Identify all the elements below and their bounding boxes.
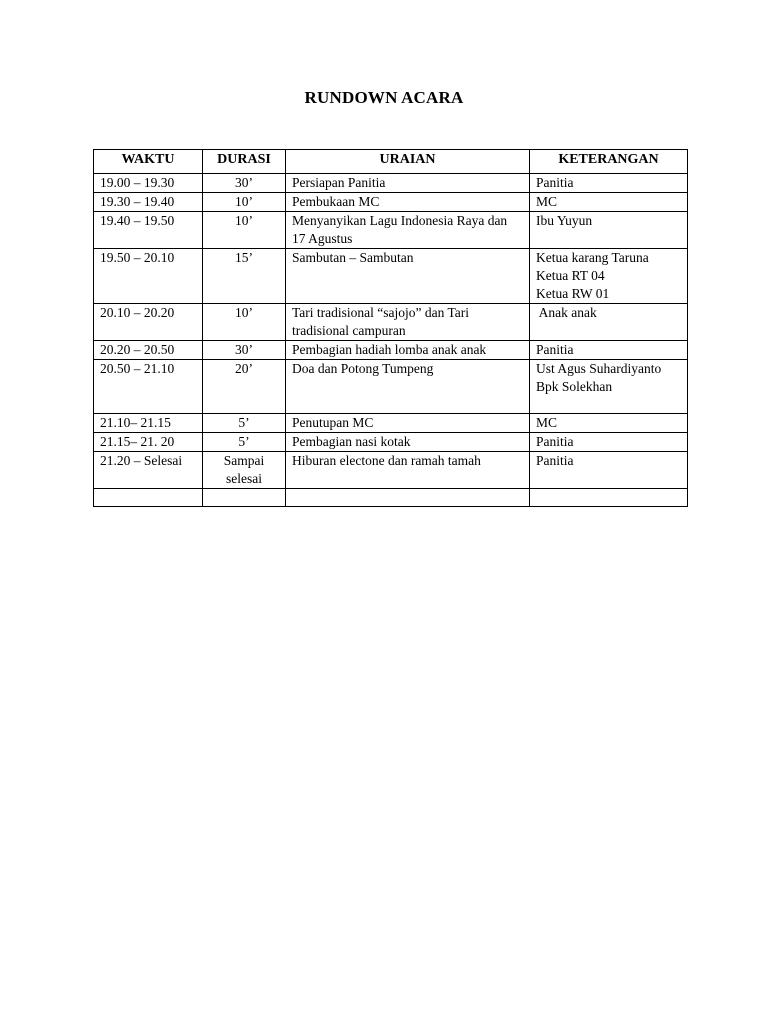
uraian-text: Menyanyikan Lagu Indonesia Raya dan 17 Agustus	[292, 213, 508, 246]
cell-keterangan	[530, 433, 688, 452]
cell-waktu: 19.50 – 20.10	[94, 249, 203, 304]
keterangan-line: MC	[536, 415, 558, 430]
table-row	[94, 174, 688, 193]
cell-durasi	[203, 452, 286, 489]
cell-waktu: 20.10 – 20.20	[94, 304, 203, 341]
keterangan-line: Ust Agus Suhardiyanto	[536, 361, 662, 376]
cell-durasi: 5’	[203, 433, 286, 452]
cell-waktu: 19.00 – 19.30	[94, 174, 203, 193]
keterangan-line: Panitia	[536, 453, 574, 468]
cell-uraian: Penutupan MC	[286, 414, 530, 433]
table-row	[94, 193, 688, 212]
cell-waktu: 19.40 – 19.50	[94, 212, 203, 249]
cell-uraian: Hiburan electone dan ramah tamah	[286, 452, 530, 489]
cell-waktu: 20.50 – 21.10	[94, 360, 203, 414]
cell-keterangan	[530, 414, 688, 433]
rundown-table	[93, 149, 688, 507]
cell-uraian	[286, 212, 530, 249]
cell-waktu	[94, 489, 203, 507]
cell-durasi: 20’	[203, 360, 286, 414]
cell-waktu: 21.20 – Selesai	[94, 452, 203, 489]
table-row	[94, 414, 688, 433]
cell-uraian: Sambutan – Sambutan	[286, 249, 530, 304]
cell-keterangan	[530, 212, 688, 249]
cell-durasi: 10’	[203, 304, 286, 341]
keterangan-line: Bpk Solekhan	[536, 379, 613, 394]
cell-keterangan	[530, 360, 688, 414]
cell-durasi: 30’	[203, 341, 286, 360]
cell-durasi	[203, 489, 286, 507]
table-row	[94, 249, 688, 304]
keterangan-line: Ketua RT 04	[536, 268, 605, 283]
header-uraian: URAIAN	[286, 150, 530, 174]
cell-waktu: 19.30 – 19.40	[94, 193, 203, 212]
cell-keterangan	[530, 304, 688, 341]
table-row	[94, 212, 688, 249]
header-waktu: WAKTU	[94, 150, 203, 174]
table-row	[94, 452, 688, 489]
table-row	[94, 304, 688, 341]
cell-uraian: Pembagian nasi kotak	[286, 433, 530, 452]
cell-keterangan	[530, 489, 688, 507]
table-row	[94, 489, 688, 507]
keterangan-line: Ketua karang Taruna	[536, 250, 649, 265]
cell-uraian: Pembagian hadiah lomba anak anak	[286, 341, 530, 360]
header-durasi: DURASI	[203, 150, 286, 174]
cell-waktu: 21.15– 21. 20	[94, 433, 203, 452]
keterangan-line: Ibu Yuyun	[536, 213, 593, 228]
cell-uraian	[286, 489, 530, 507]
table-row	[94, 433, 688, 452]
table-row	[94, 341, 688, 360]
cell-durasi: 15’	[203, 249, 286, 304]
table-row	[94, 360, 688, 414]
keterangan-line: Ketua RW 01	[536, 286, 610, 301]
cell-waktu: 20.20 – 20.50	[94, 341, 203, 360]
cell-keterangan	[530, 193, 688, 212]
cell-uraian: Pembukaan MC	[286, 193, 530, 212]
cell-waktu: 21.10– 21.15	[94, 414, 203, 433]
keterangan-line: MC	[536, 194, 558, 209]
keterangan-line: Panitia	[536, 342, 574, 357]
keterangan-line: Anak anak	[536, 305, 597, 320]
cell-keterangan	[530, 452, 688, 489]
uraian-text: Tari tradisional “sajojo” dan Tari tradisional campuran	[292, 305, 470, 338]
cell-uraian: Persiapan Panitia	[286, 174, 530, 193]
cell-uraian: Doa dan Potong Tumpeng	[286, 360, 530, 414]
table-header-row	[94, 150, 688, 174]
cell-durasi: 30’	[203, 174, 286, 193]
page-title: RUNDOWN ACARA	[304, 88, 464, 107]
cell-durasi: 5’	[203, 414, 286, 433]
header-keterangan: KETERANGAN	[530, 150, 688, 174]
keterangan-line: Panitia	[536, 434, 574, 449]
cell-keterangan	[530, 249, 688, 304]
keterangan-line: Panitia	[536, 175, 574, 190]
cell-durasi: 10’	[203, 212, 286, 249]
cell-keterangan	[530, 341, 688, 360]
cell-uraian	[286, 304, 530, 341]
durasi-text: Sampai selesai	[223, 453, 265, 486]
cell-keterangan	[530, 174, 688, 193]
cell-durasi: 10’	[203, 193, 286, 212]
